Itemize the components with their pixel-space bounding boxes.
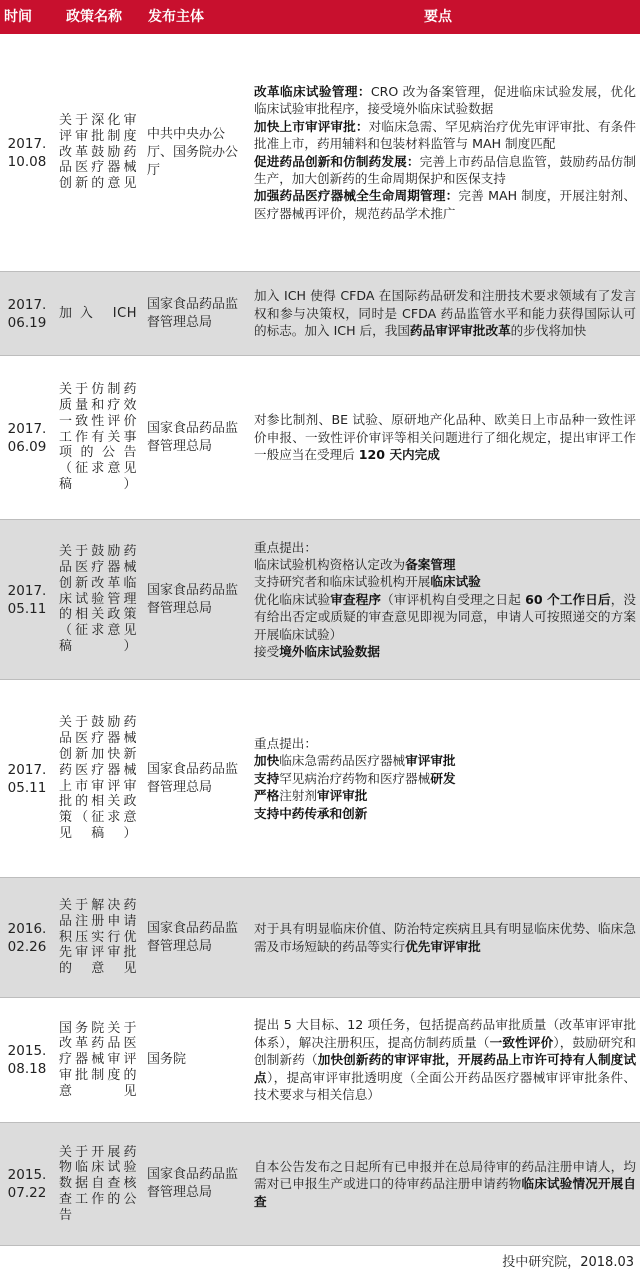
row-key-points [252,998,638,1122]
row-policy-name [56,1123,140,1245]
key-point-paragraph [254,118,636,153]
policy-name-text: 关于深化审评审批制度改革鼓励药品医疗器械创新的意见 [59,113,137,192]
row-key-points [252,356,638,519]
key-point-text: 自本公告发布之日起所有已申报并在总局待审的药品注册申请人，均需对已申报生产或进口的待审药品注册申请药物 [254,1158,636,1192]
row-date-monthday: 07.22 [7,1185,47,1201]
key-point-emphasis: 审评审批 [405,753,456,769]
row-date [0,356,54,519]
key-point-paragraph [254,83,636,118]
key-point-text: 临床急需药品医疗器械 [279,753,406,769]
row-date [0,34,54,271]
row-date-year: 2017. [7,420,47,437]
row-policy-name [56,272,140,355]
header-key-points: 要点 [424,9,452,25]
policy-name-text: 加入 ICH [59,305,137,321]
issuer-text: 国家食品药品监督管理总局 [147,420,239,454]
issuer-text: 国务院 [147,1052,187,1067]
key-point-paragraph [254,591,636,643]
row-key-points [252,680,638,877]
table-row [0,356,640,520]
table-row [0,680,640,878]
key-point-emphasis: 境外临床试验数据 [279,644,380,660]
row-issuer [144,520,248,679]
key-point-text: 完善 MAH 制度，开展注射剂、医疗器械再评价，规范药品学术推广 [254,188,636,221]
key-point-emphasis: 临床试验 [430,574,481,590]
key-point-text: 对临床急需、罕见病治疗优先审评审批、有条件批准上市，药用辅料和包装材料监管与 MAH 制度匹配 [254,118,637,152]
issuer-text: 国家食品药品监督管理总局 [147,920,239,954]
row-key-points [252,878,638,997]
row-date-year: 2017. [7,761,47,778]
row-issuer [144,356,248,519]
key-point-emphasis: 一致性评价 [489,1034,554,1050]
key-point-text: ），提高审评审批透明度（全面公开药品医疗器械审评审批条件、技术要求与相关信息） [254,1069,637,1103]
key-point-emphasis: 60 个工作日后 [525,591,611,607]
row-issuer [144,998,248,1122]
row-date [0,878,54,997]
row-date-year: 2015. [7,1043,47,1059]
row-key-points [252,34,638,271]
row-issuer [144,272,248,355]
row-date-monthday: 08.18 [7,1061,47,1077]
key-point-emphasis: 促进药品创新和仿制药发展： [254,153,420,169]
row-issuer [144,34,248,271]
key-point-paragraph [254,287,636,339]
row-date-year: 2017. [7,296,47,313]
key-point-paragraph [254,643,636,660]
issuer-text: 国家食品药品监督管理总局 [147,1167,239,1200]
row-date-year: 2015. [7,1167,47,1183]
policy-name-text: 关于鼓励药品医疗器械创新改革临床试验管理的相关政策（征求意见稿） [59,544,137,654]
row-policy-name [56,34,140,271]
key-point-emphasis: 严格 [254,788,280,804]
header-policy-name: 政策名称 [66,9,122,25]
row-date-monthday: 06.09 [7,438,47,455]
header-issuer: 发布主体 [148,9,204,25]
key-point-emphasis: 加快 [254,753,280,769]
key-point-text: 临床试验机构资格认定改为 [254,556,406,572]
key-point-paragraph [254,556,636,573]
row-issuer [144,680,248,877]
row-date-year: 2017. [7,135,47,152]
table-row [0,272,640,356]
key-point-emphasis: 加强药品医疗器械全生命周期管理： [254,188,459,204]
key-point-text: 重点提出： [254,735,317,751]
key-point-text: 对于具有明显临床价值、防治特定疾病且具有明显临床优势、临床急需及市场短缺的药品等实行 [254,921,636,954]
key-point-text: 加入 ICH 使得 CFDA 在国际药品研发和注册技术要求领域有了发言权和参与决策权，同时是 CFDA 药品监管水平和能力获得国际认可的标志。加入 ICH 后，我国 [254,288,636,339]
row-issuer [144,878,248,997]
row-date-monthday: 10.08 [7,153,47,170]
key-point-paragraph [254,770,636,787]
key-point-emphasis: 药品审评审批改革 [409,323,511,339]
row-date-monthday: 05.11 [7,779,47,796]
row-date-monthday: 02.26 [7,938,47,955]
row-policy-name [56,878,140,997]
table-header [0,0,640,34]
key-point-paragraph [254,735,636,752]
key-point-text: 完善上市药品信息监管，鼓励药品仿制生产，加大创新药的生命周期保护和医保支持 [254,153,637,186]
key-point-text: （审评机构自受理之日起 [381,591,526,607]
row-date [0,998,54,1122]
key-point-text: 优化临床试验 [254,591,331,607]
row-date [0,520,54,679]
table-row [0,520,640,680]
key-point-paragraph [254,1158,636,1210]
row-date [0,680,54,877]
key-point-text: 注射剂 [279,788,317,804]
key-point-emphasis: 优先审评审批 [405,938,481,954]
row-date-monthday: 05.11 [7,600,47,617]
key-point-paragraph [254,411,636,463]
key-point-paragraph [254,805,636,822]
policy-name-text: 关于解决药品注册申请积压实行优先审评审批的意见 [59,898,137,977]
row-date [0,272,54,355]
key-point-emphasis: 审查程序 [330,591,382,607]
key-point-emphasis: 临床试验情况开展自查 [254,1176,637,1209]
row-date [0,1123,54,1245]
key-point-text: ），鼓励研究和创制新药（ [254,1034,637,1068]
table-row [0,998,640,1123]
row-policy-name [56,520,140,679]
key-point-emphasis: 研发 [430,770,456,786]
key-point-text: 接受 [254,644,280,660]
key-point-emphasis: 支持中药传承和创新 [254,805,368,821]
header-time: 时间 [4,9,32,25]
policy-name-text: 关于鼓励药品医疗器械创新加快新药医疗器械上市审评审批的相关政策（征求意见稿） [59,715,137,841]
row-key-points [252,272,638,355]
row-policy-name [56,998,140,1122]
key-point-text: 支持研究者和临床试验机构开展 [254,574,431,590]
issuer-text: 国家食品药品监督管理总局 [147,296,239,330]
key-point-emphasis: 120 天内完成 [358,447,440,463]
key-point-paragraph [254,787,636,804]
policy-name-text: 关于开展药物临床试验数据自查核查工作的公告 [59,1144,137,1223]
policy-name-text: 国务院关于改革药品医疗器械审评审批制度的意见 [59,1020,137,1099]
key-point-paragraph [254,539,636,556]
key-point-emphasis: 支持 [254,770,280,786]
key-point-text: ，没有给出否定或质疑的审查意见即视为同意，申请人可按照递交的方案开展临床试验） [254,591,637,642]
key-point-text: 提出 5 大目标、12 项任务，包括提高药品审批质量（改革审评审批体系），解决注册积压，提高仿制药质量（ [254,1017,636,1050]
key-point-paragraph [254,153,636,188]
issuer-text: 国家食品药品监督管理总局 [147,761,239,795]
row-key-points [252,520,638,679]
key-point-emphasis: 加快创新药的审评审批，开展药品上市许可持有人制度试点 [254,1052,637,1085]
key-point-text: 的步伐将加快 [510,323,587,339]
key-point-text: 罕见病治疗药物和医疗器械 [279,770,431,786]
key-point-text: CRO 改为备案管理，促进临床试验发展，优化临床试验审批程序，接受境外临床试验数据 [254,83,636,117]
source-note: 投中研究院，2018.03 [502,1255,634,1270]
table-row [0,1123,640,1246]
issuer-text: 国家食品药品监督管理总局 [147,582,239,616]
issuer-text: 中共中央办公厅、国务院办公厅 [147,126,239,178]
row-issuer [144,1123,248,1245]
key-point-emphasis: 加快上市审评审批： [254,118,369,134]
row-date-year: 2016. [7,920,47,937]
key-point-paragraph [254,920,636,955]
row-date-monthday: 06.19 [7,314,47,331]
row-date-year: 2017. [7,582,47,599]
key-point-paragraph [254,187,636,222]
row-key-points [252,1123,638,1245]
key-point-emphasis: 备案管理 [405,556,456,572]
key-point-emphasis: 审评审批 [316,788,368,804]
key-point-paragraph [254,573,636,590]
key-point-paragraph [254,1016,636,1103]
policy-name-text: 关于仿制药质量和疗效一致性评价工作有关事项的公告（征求意见稿） [59,382,137,492]
row-policy-name [56,356,140,519]
key-point-text: 重点提出： [254,539,317,555]
key-point-paragraph [254,752,636,769]
table-row [0,878,640,998]
key-point-text: 对参比制剂、BE 试验、原研地产化品种、欧美日上市品种一致性评价申报、一致性评价审评等相关问题进行了细化规定，提出审评工作一般应当在受理后 [254,412,636,463]
row-policy-name [56,680,140,877]
table-row [0,34,640,272]
key-point-emphasis: 改革临床试验管理： [254,83,371,99]
